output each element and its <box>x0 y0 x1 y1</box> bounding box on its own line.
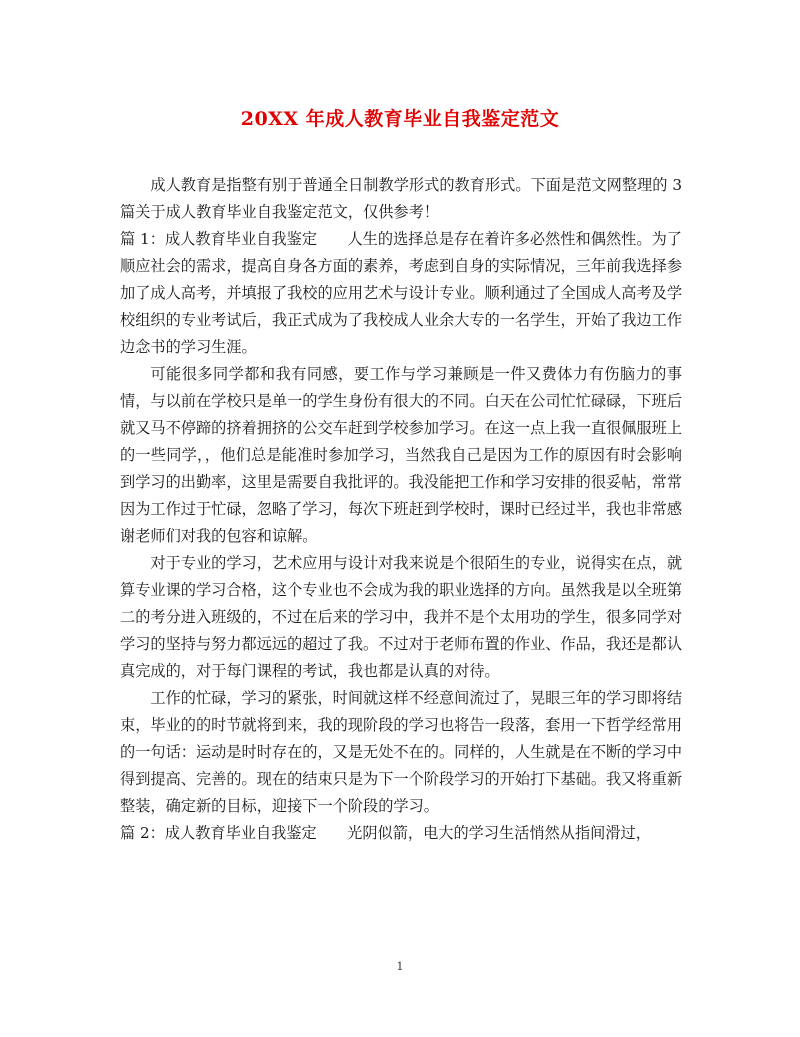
document-body <box>120 172 682 847</box>
section-1-paragraph <box>120 226 682 361</box>
section-2-paragraph <box>120 820 682 847</box>
body-paragraph-3: 工作的忙碌，学习的紧张，时间就这样不经意间流过了，晃眼三年的学习即将结束，毕业的的时节就将到来，我的现阶段的学习也将告一段落，套用一下哲学经常用的一句话：运动是时时存在的，又是无处不在的。同样的，人生就是在不断的学习中得到提高、完善的。现在的结束只是为下一个阶段学习的开始打下基础。我又将重新整装，确定新的目标，迎接下一个阶段的学习。 <box>120 689 682 815</box>
intro-paragraph: 成人教育是指整有别于普通全日制教学形式的教育形式。下面是范文网整理的 3 篇关于成人教育毕业自我鉴定范文，仅供参考！ <box>120 176 682 221</box>
section-2-text: 光阴似箭，电大的学习生活悄然从指间滑过， <box>347 824 651 842</box>
section-2-heading: 篇 2：成人教育毕业自我鉴定 <box>120 824 317 842</box>
section-1-text: 人生的选择总是存在着许多必然性和偶然性。为了顺应社会的需求，提高自身各方面的素养，考虑到自身的实际情况，三年前我选择参加了成人高考，并填报了我校的应用艺术与设计专业。顺利通过了全国成人高考及学校组织的专业考试后，我正式成为了我校成人业余大专的一名学生，开始了我边工作边念书的学习生涯。 <box>120 230 682 356</box>
section-1-heading: 篇 1：成人教育毕业自我鉴定 <box>120 230 318 248</box>
body-paragraph-1: 可能很多同学都和我有同感，要工作与学习兼顾是一件又费体力有伤脑力的事情，与以前在学校只是单一的学生身份有很大的不同。白天在公司忙忙碌碌，下班后就又马不停蹄的挤着拥挤的公交车赶到学校参加学习。在这一点上我一直很佩服班上的一些同学，，他们总是能准时参加学习，当然我自己是因为工作的原因有时会影响到学习的出勤率，这里是需要自我批评的。我没能把工作和学习安排的很妥帖，常常因为工作过于忙碌，忽略了学习，每次下班赶到学校时，课时已经过半，我也非常感谢老师们对我的包容和谅解。 <box>120 365 682 545</box>
page-number: 1 <box>396 960 404 973</box>
document-title: 20XX 年成人教育毕业自我鉴定范文 <box>240 108 560 130</box>
body-paragraph-2: 对于专业的学习，艺术应用与设计对我来说是个很陌生的专业，说得实在点，就算专业课的学习合格，这个专业也不会成为我的职业选择的方向。虽然我是以全班第二的考分进入班级的，不过在后来的学习中，我并不是个太用功的学生，很多同学对学习的坚持与努力都远远的超过了我。不过对于老师布置的作业、作品，我还是都认真完成的，对于每门课程的考试，我也都是认真的对待。 <box>120 554 682 680</box>
